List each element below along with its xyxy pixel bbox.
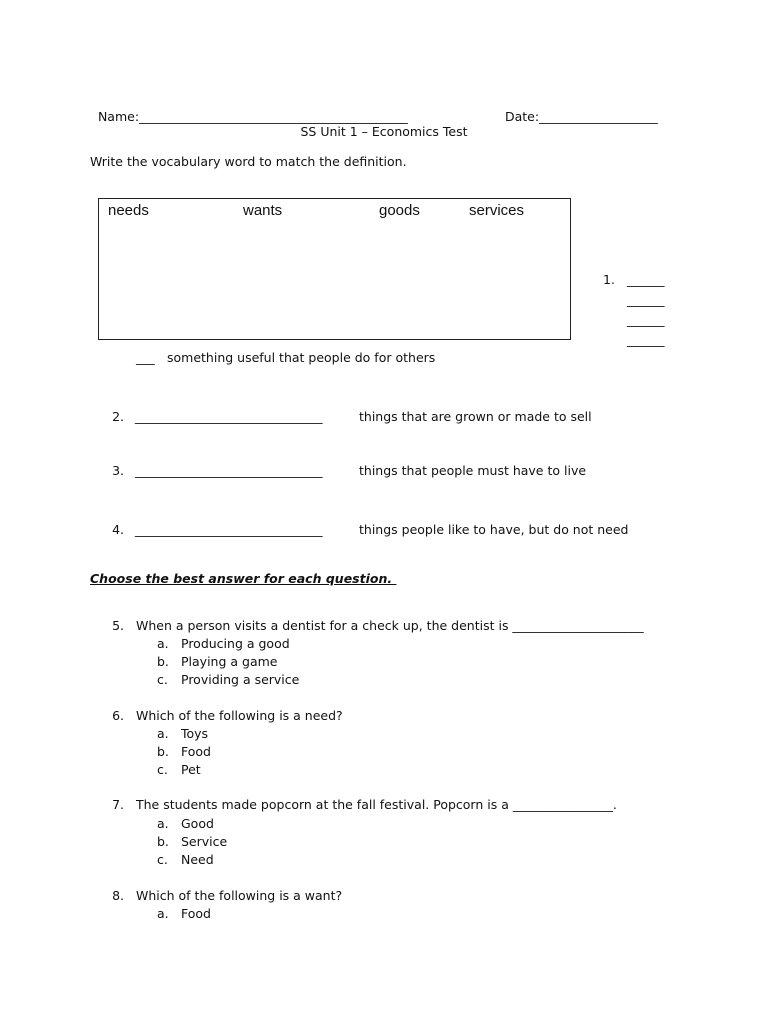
name-line[interactable]: ___________________________________________ xyxy=(139,109,408,124)
option-letter[interactable]: a. xyxy=(157,816,169,831)
option-letter[interactable]: a. xyxy=(157,636,169,651)
section-instructions: Choose the best answer for each question. xyxy=(90,571,397,586)
question-number: 7. xyxy=(112,797,124,812)
option-text[interactable]: Pet xyxy=(181,762,201,777)
definition-number: 3. xyxy=(112,463,124,478)
definition-blank[interactable]: ______________________________ xyxy=(135,409,323,424)
word-bank-item-services: services xyxy=(469,202,525,219)
directions-text: Write the vocabulary word to match the definition. xyxy=(90,154,407,169)
word-bank-item-wants: wants xyxy=(243,202,283,219)
side-answer-line[interactable]: ______ xyxy=(627,292,665,307)
date-line[interactable]: ___________________ xyxy=(539,109,658,124)
question-text: The students made popcorn at the fall festival. Popcorn is a ________________. xyxy=(136,797,617,812)
test-title: SS Unit 1 – Economics Test xyxy=(300,124,468,139)
option-letter[interactable]: a. xyxy=(157,726,169,741)
definition-text: things that are grown or made to sell xyxy=(359,409,592,424)
side-answer-line[interactable]: ______ xyxy=(627,272,665,287)
option-text[interactable]: Need xyxy=(181,852,214,867)
option-letter[interactable]: b. xyxy=(157,744,169,759)
option-text[interactable]: Playing a game xyxy=(181,654,278,669)
side-answer-number: 1. xyxy=(603,272,615,287)
side-answer-line[interactable]: ______ xyxy=(627,332,665,347)
name-label: Name: xyxy=(97,109,140,124)
option-text[interactable]: Producing a good xyxy=(181,636,290,651)
date-label: Date: xyxy=(504,109,540,124)
definition-text: things that people must have to live xyxy=(359,463,587,478)
question-number: 8. xyxy=(112,888,124,903)
option-text[interactable]: Food xyxy=(181,744,211,759)
date-field[interactable] xyxy=(497,94,658,124)
option-text[interactable]: Good xyxy=(181,816,214,831)
side-answer-line[interactable]: ______ xyxy=(627,312,665,327)
name-field[interactable] xyxy=(90,94,408,124)
word-bank-item-goods: goods xyxy=(379,202,420,219)
question-text: Which of the following is a want? xyxy=(136,888,343,903)
option-letter[interactable]: b. xyxy=(157,654,169,669)
option-text[interactable]: Providing a service xyxy=(181,672,300,687)
option-letter[interactable]: a. xyxy=(157,906,169,921)
word-bank-item-needs: needs xyxy=(108,202,149,219)
option-text[interactable]: Toys xyxy=(181,726,209,741)
option-letter[interactable]: c. xyxy=(157,852,168,867)
definition-text: things people like to have, but do not need xyxy=(359,522,629,537)
option-letter[interactable]: c. xyxy=(157,672,168,687)
question-number: 6. xyxy=(112,708,124,723)
definition-number: 4. xyxy=(112,522,124,537)
option-letter[interactable]: c. xyxy=(157,762,168,777)
question-text: Which of the following is a need? xyxy=(136,708,343,723)
definition-blank[interactable]: ______________________________ xyxy=(135,463,323,478)
definition-blank[interactable]: ______________________________ xyxy=(135,522,323,537)
definition-number: 2. xyxy=(112,409,124,424)
question-number: 5. xyxy=(112,618,124,633)
definition-blank[interactable]: ___ xyxy=(136,350,155,365)
definition-text: something useful that people do for others xyxy=(167,350,436,365)
word-bank-box xyxy=(98,198,571,340)
option-text[interactable]: Service xyxy=(181,834,228,849)
question-text: When a person visits a dentist for a check up, the dentist is _____________________ xyxy=(136,618,644,633)
option-letter[interactable]: b. xyxy=(157,834,169,849)
option-text[interactable]: Food xyxy=(181,906,211,921)
